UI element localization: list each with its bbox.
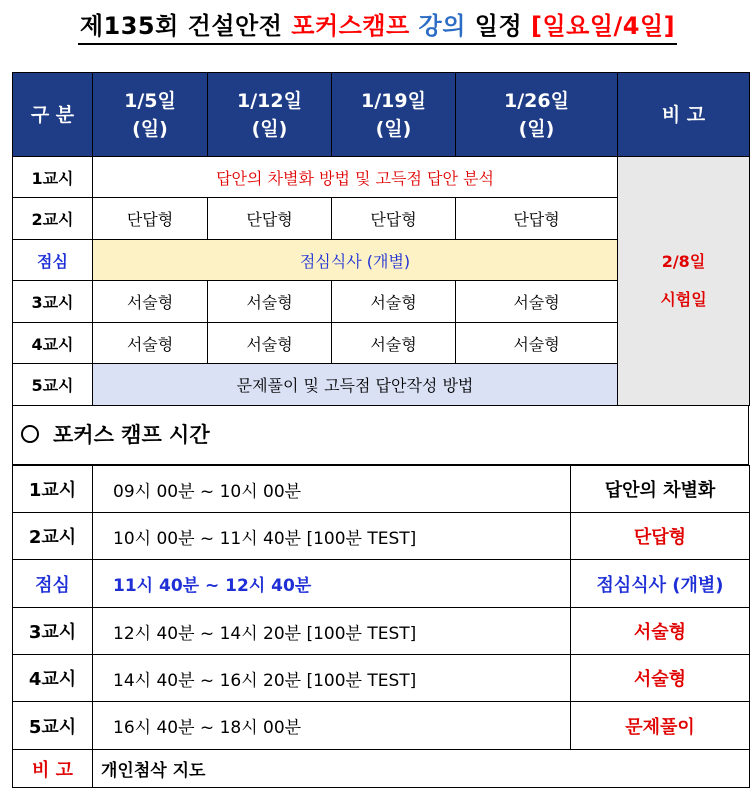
title-part-3: 강의 <box>409 12 466 40</box>
period-3-cell: 서술형 <box>456 281 618 323</box>
time-row-label: 2교시 <box>13 513 93 560</box>
time-table <box>12 465 750 788</box>
section-title: 포커스 캠프 시간 <box>53 423 210 447</box>
header-note: 비 고 <box>618 73 750 157</box>
table-row <box>13 560 750 608</box>
table-row <box>13 702 750 750</box>
table-row <box>13 608 750 655</box>
row-label-period-5: 5교시 <box>13 364 93 406</box>
period-3-cell: 서술형 <box>208 281 332 323</box>
table-row <box>13 655 750 702</box>
remarks-value: 개인첨삭 지도 <box>93 750 750 788</box>
period-2-cell: 단답형 <box>456 198 618 240</box>
table-row <box>13 466 750 513</box>
title-part-4: 일정 <box>465 12 532 40</box>
schedule-header-row <box>13 73 750 157</box>
period-1-content: 답안의 차별화 방법 및 고득점 답안 분석 <box>93 157 618 198</box>
table-row <box>13 157 750 198</box>
title-part-5: [일요일/4일] <box>531 12 676 40</box>
period-3-cell: 서술형 <box>332 281 456 323</box>
exam-date: 2/8일 <box>661 252 706 271</box>
header-label: 구 분 <box>13 73 93 157</box>
time-range: 09시 00분 ~ 10시 00분 <box>93 466 571 513</box>
time-row-label: 5교시 <box>13 702 93 750</box>
title-part-2: 포커스캠프 <box>291 12 410 40</box>
row-label-period-2: 2교시 <box>13 198 93 240</box>
exam-label: 시험일 <box>660 290 707 309</box>
time-description: 서술형 <box>571 608 750 655</box>
time-description: 서술형 <box>571 655 750 702</box>
header-date-1: 1/5일 (일) <box>93 73 208 157</box>
page-title <box>0 6 755 45</box>
period-2-cell: 단답형 <box>208 198 332 240</box>
section-header <box>12 405 749 465</box>
time-range: 12시 40분 ~ 14시 20분 [100분 TEST] <box>93 608 571 655</box>
table-row <box>13 513 750 560</box>
time-row-label: 점심 <box>13 560 93 608</box>
remarks-label: 비 고 <box>13 750 93 788</box>
period-4-cell: 서술형 <box>332 323 456 364</box>
period-3-cell: 서술형 <box>93 281 208 323</box>
time-row-label: 1교시 <box>13 466 93 513</box>
time-description: 답안의 차별화 <box>571 466 750 513</box>
row-label-period-4: 4교시 <box>13 323 93 364</box>
time-range: 14시 40분 ~ 16시 20분 [100분 TEST] <box>93 655 571 702</box>
title-part-1: 제135회 건설안전 <box>79 12 292 40</box>
header-date-2: 1/12일 (일) <box>208 73 332 157</box>
exam-note-cell <box>618 157 750 406</box>
time-description: 단답형 <box>571 513 750 560</box>
time-range: 10시 00분 ~ 11시 40분 [100분 TEST] <box>93 513 571 560</box>
time-row-label: 4교시 <box>13 655 93 702</box>
period-2-cell: 단답형 <box>93 198 208 240</box>
header-date-3: 1/19일 (일) <box>332 73 456 157</box>
time-range: 16시 40분 ~ 18시 00분 <box>93 702 571 750</box>
time-range: 11시 40분 ~ 12시 40분 <box>93 560 571 608</box>
row-label-period-3: 3교시 <box>13 281 93 323</box>
circle-bullet-icon <box>21 425 39 443</box>
period-4-cell: 서술형 <box>93 323 208 364</box>
time-description: 문제풀이 <box>571 702 750 750</box>
period-4-cell: 서술형 <box>456 323 618 364</box>
period-4-cell: 서술형 <box>208 323 332 364</box>
header-date-4: 1/26일 (일) <box>456 73 618 157</box>
time-row-label: 3교시 <box>13 608 93 655</box>
time-description: 점심식사 (개별) <box>571 560 750 608</box>
row-label-period-1: 1교시 <box>13 157 93 198</box>
schedule-table <box>12 72 750 406</box>
lunch-content: 점심식사 (개별) <box>93 240 618 281</box>
period-5-content: 문제풀이 및 고득점 답안작성 방법 <box>93 364 618 406</box>
period-2-cell: 단답형 <box>332 198 456 240</box>
row-label-lunch: 점심 <box>13 240 93 281</box>
table-row <box>13 750 750 788</box>
